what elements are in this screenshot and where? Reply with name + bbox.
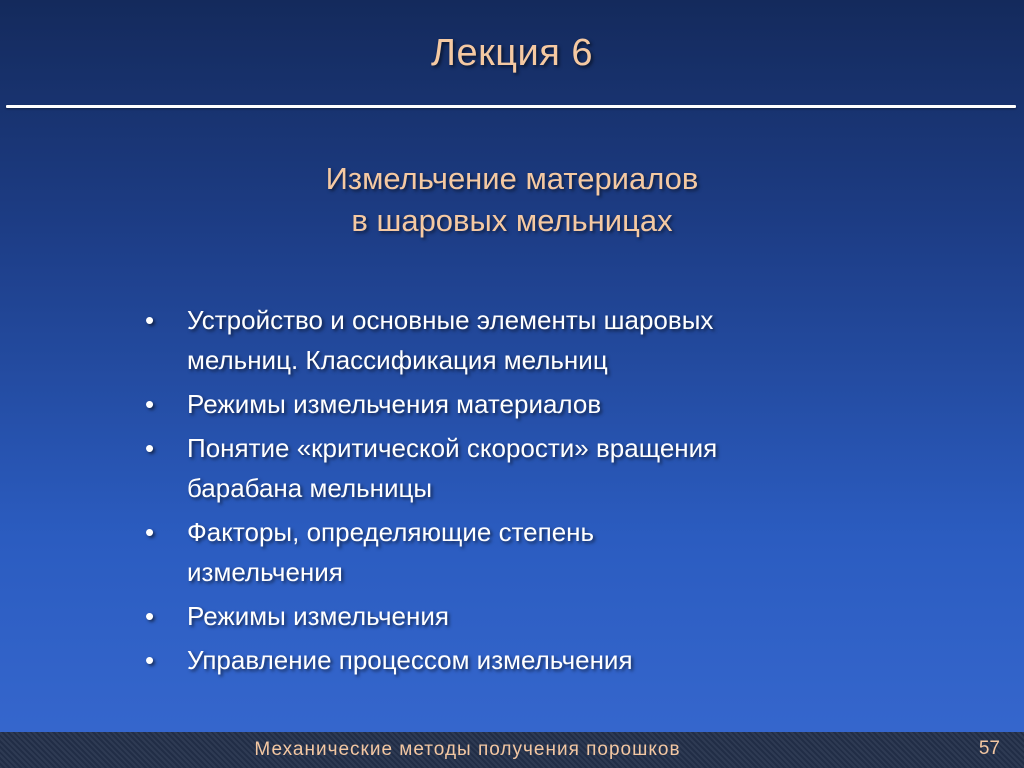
bullet-marker: • — [145, 601, 155, 631]
page-number: 57 — [978, 738, 1000, 759]
bullet-text-line: Факторы, определяющие степень — [187, 517, 595, 547]
bullet-text-line: Понятие «критической скорости» вращения — [187, 433, 718, 463]
bullet-text-line: Управление процессом измельчения — [187, 645, 633, 675]
bullet-text-line: мельниц. Классификация мельниц — [187, 345, 608, 375]
bullet-item-3 — [145, 428, 905, 508]
bullet-text-line: Устройство и основные элементы шаровых — [187, 305, 714, 335]
bullet-marker: • — [145, 645, 155, 675]
bullet-item-4 — [145, 512, 905, 592]
subtitle-line-1: Измельчение материалов — [325, 161, 699, 196]
bullet-text-line: Режимы измельчения материалов — [187, 389, 602, 419]
bullet-item-2 — [145, 384, 905, 424]
bullet-item-1 — [145, 300, 905, 380]
footer-title: Механические методы получения порошков — [254, 739, 681, 760]
bullet-text-line: Режимы измельчения — [187, 601, 449, 631]
bullet-list — [145, 300, 905, 684]
slide-subtitle — [0, 158, 1024, 242]
bullet-marker: • — [145, 433, 155, 463]
subtitle-line-2: в шаровых мельницах — [351, 203, 673, 238]
bullet-marker: • — [145, 305, 155, 335]
title-divider — [6, 105, 1016, 108]
bullet-item-5 — [145, 596, 905, 636]
bullet-item-6 — [145, 640, 905, 680]
bullet-text-line: барабана мельницы — [187, 473, 433, 503]
footer-bar — [0, 732, 1024, 768]
bullet-marker: • — [145, 389, 155, 419]
bullet-text-line: измельчения — [187, 557, 343, 587]
slide-title: Лекция 6 — [431, 32, 593, 74]
bullet-marker: • — [145, 517, 155, 547]
